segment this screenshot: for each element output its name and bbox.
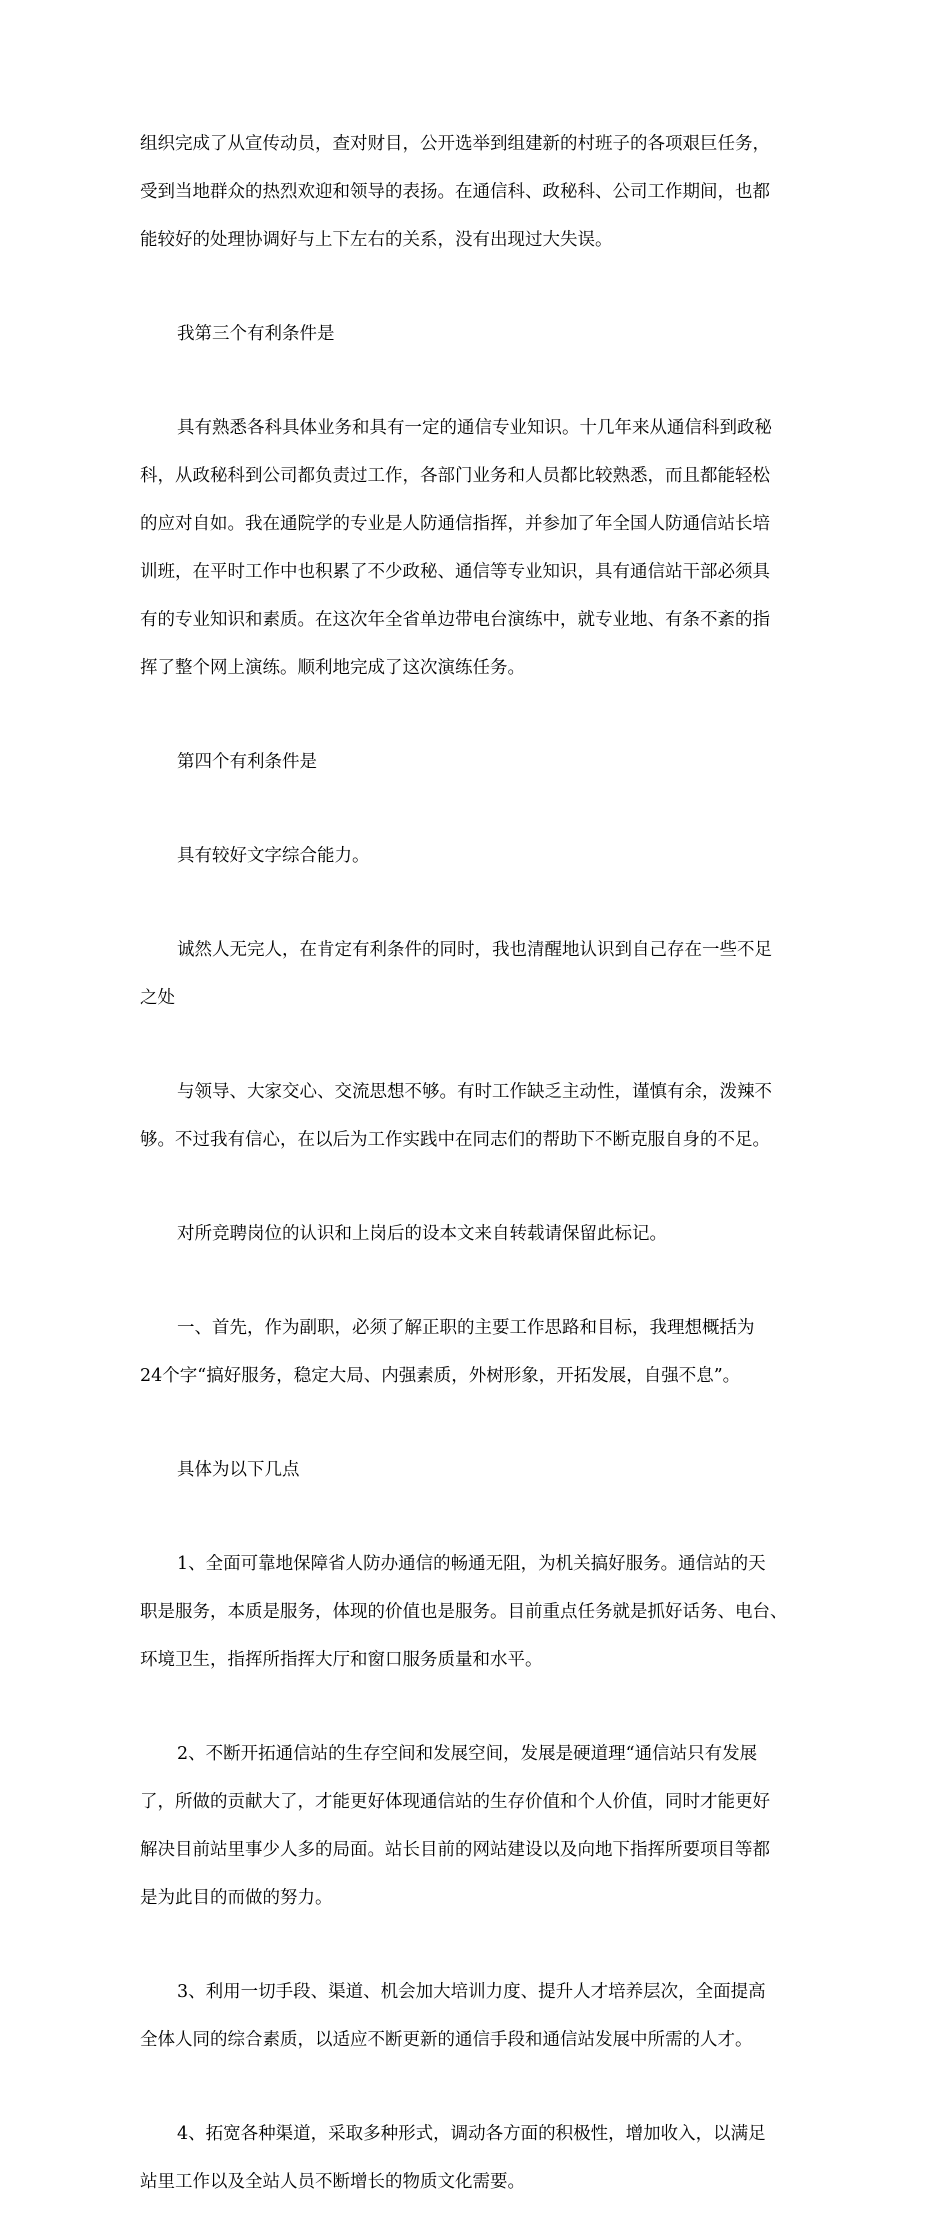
paragraph-13 bbox=[140, 1956, 830, 2076]
paragraph-line: 了，所做的贡献大了，才能更好体现通信站的生存价值和个人价值，同时才能更好 bbox=[140, 1792, 770, 1812]
paragraph-line: 诚然人无完人，在肯定有利条件的同时，我也清醒地认识到自己存在一些不足 bbox=[177, 940, 772, 960]
paragraph-line: 能较好的处理协调好与上下左右的关系，没有出现过大失误。 bbox=[140, 230, 613, 250]
paragraph-line: 我第三个有利条件是 bbox=[177, 324, 335, 344]
paragraph-9 bbox=[140, 1292, 830, 1412]
paragraph-line: 环境卫生，指挥所指挥大厅和窗口服务质量和水平。 bbox=[140, 1650, 543, 1670]
paragraph-line: 一、首先，作为副职，必须了解正职的主要工作思路和目标，我理想概括为 bbox=[177, 1318, 755, 1338]
paragraph-7 bbox=[140, 1056, 830, 1176]
paragraph-10 bbox=[140, 1434, 830, 1506]
paragraph-line: 够。不过我有信心，在以后为工作实践中在同志们的帮助下不断克服自身的不足。 bbox=[140, 1130, 770, 1150]
paragraph-4 bbox=[140, 726, 830, 798]
paragraph-line: 解决目前站里事少人多的局面。站长目前的网站建设以及向地下指挥所要项目等都 bbox=[140, 1840, 770, 1860]
paragraph-line: 之处 bbox=[140, 988, 175, 1008]
paragraph-3 bbox=[140, 392, 830, 704]
paragraph-line: 全体人同的综合素质，以适应不断更新的通信手段和通信站发展中所需的人才。 bbox=[140, 2030, 753, 2050]
paragraph-11 bbox=[140, 1528, 830, 1696]
paragraph-line: 4、拓宽各种渠道，采取多种形式，调动各方面的积极性，增加收入，以满足 bbox=[177, 2124, 766, 2144]
paragraph-line: 1、全面可靠地保障省人防办通信的畅通无阻，为机关搞好服务。通信站的天 bbox=[177, 1554, 766, 1574]
paragraph-line: 2、不断开拓通信站的生存空间和发展空间，发展是硬道理“通信站只有发展 bbox=[177, 1744, 758, 1764]
paragraph-line: 挥了整个网上演练。顺利地完成了这次演练任务。 bbox=[140, 658, 525, 678]
paragraph-line: 有的专业知识和素质。在这次年全省单边带电台演练中，就专业地、有条不紊的指 bbox=[140, 610, 770, 630]
paragraph-line: 受到当地群众的热烈欢迎和领导的表扬。在通信科、政秘科、公司工作期间，也都 bbox=[140, 182, 770, 202]
paragraph-14 bbox=[140, 2098, 830, 2218]
paragraph-line: 是为此目的而做的努力。 bbox=[140, 1888, 333, 1908]
paragraph-line: 的应对自如。我在通院学的专业是人防通信指挥，并参加了年全国人防通信站长培 bbox=[140, 514, 770, 534]
paragraph-1 bbox=[140, 108, 830, 276]
document-body bbox=[140, 108, 830, 2240]
paragraph-line: 24个字“搞好服务，稳定大局、内强素质，外树形象，开拓发展，自强不息”。 bbox=[140, 1366, 741, 1386]
paragraph-line: 具有熟悉各科具体业务和具有一定的通信专业知识。十几年来从通信科到政秘 bbox=[177, 418, 772, 438]
paragraph-2 bbox=[140, 298, 830, 370]
paragraph-line: 对所竞聘岗位的认识和上岗后的设本文来自转载请保留此标记。 bbox=[177, 1224, 667, 1244]
paragraph-8 bbox=[140, 1198, 830, 1270]
paragraph-line: 具体为以下几点 bbox=[177, 1460, 300, 1480]
paragraph-5 bbox=[140, 820, 830, 892]
paragraph-line: 训班，在平时工作中也积累了不少政秘、通信等专业知识，具有通信站干部必须具 bbox=[140, 562, 770, 582]
paragraph-line: 科，从政秘科到公司都负责过工作，各部门业务和人员都比较熟悉，而且都能轻松 bbox=[140, 466, 770, 486]
paragraph-line: 站里工作以及全站人员不断增长的物质文化需要。 bbox=[140, 2172, 525, 2192]
paragraph-line: 与领导、大家交心、交流思想不够。有时工作缺乏主动性，谨慎有余，泼辣不 bbox=[177, 1082, 772, 1102]
paragraph-line: 职是服务，本质是服务，体现的价值也是服务。目前重点任务就是抓好话务、电台、 bbox=[140, 1602, 788, 1622]
paragraph-line: 第四个有利条件是 bbox=[177, 752, 317, 772]
paragraph-line: 组织完成了从宣传动员，查对财目，公开选举到组建新的村班子的各项艰巨任务， bbox=[140, 134, 770, 154]
paragraph-6 bbox=[140, 914, 830, 1034]
paragraph-line: 3、利用一切手段、渠道、机会加大培训力度、提升人才培养层次，全面提高 bbox=[177, 1982, 766, 2002]
paragraph-line: 具有较好文字综合能力。 bbox=[177, 846, 370, 866]
paragraph-12 bbox=[140, 1718, 830, 1934]
